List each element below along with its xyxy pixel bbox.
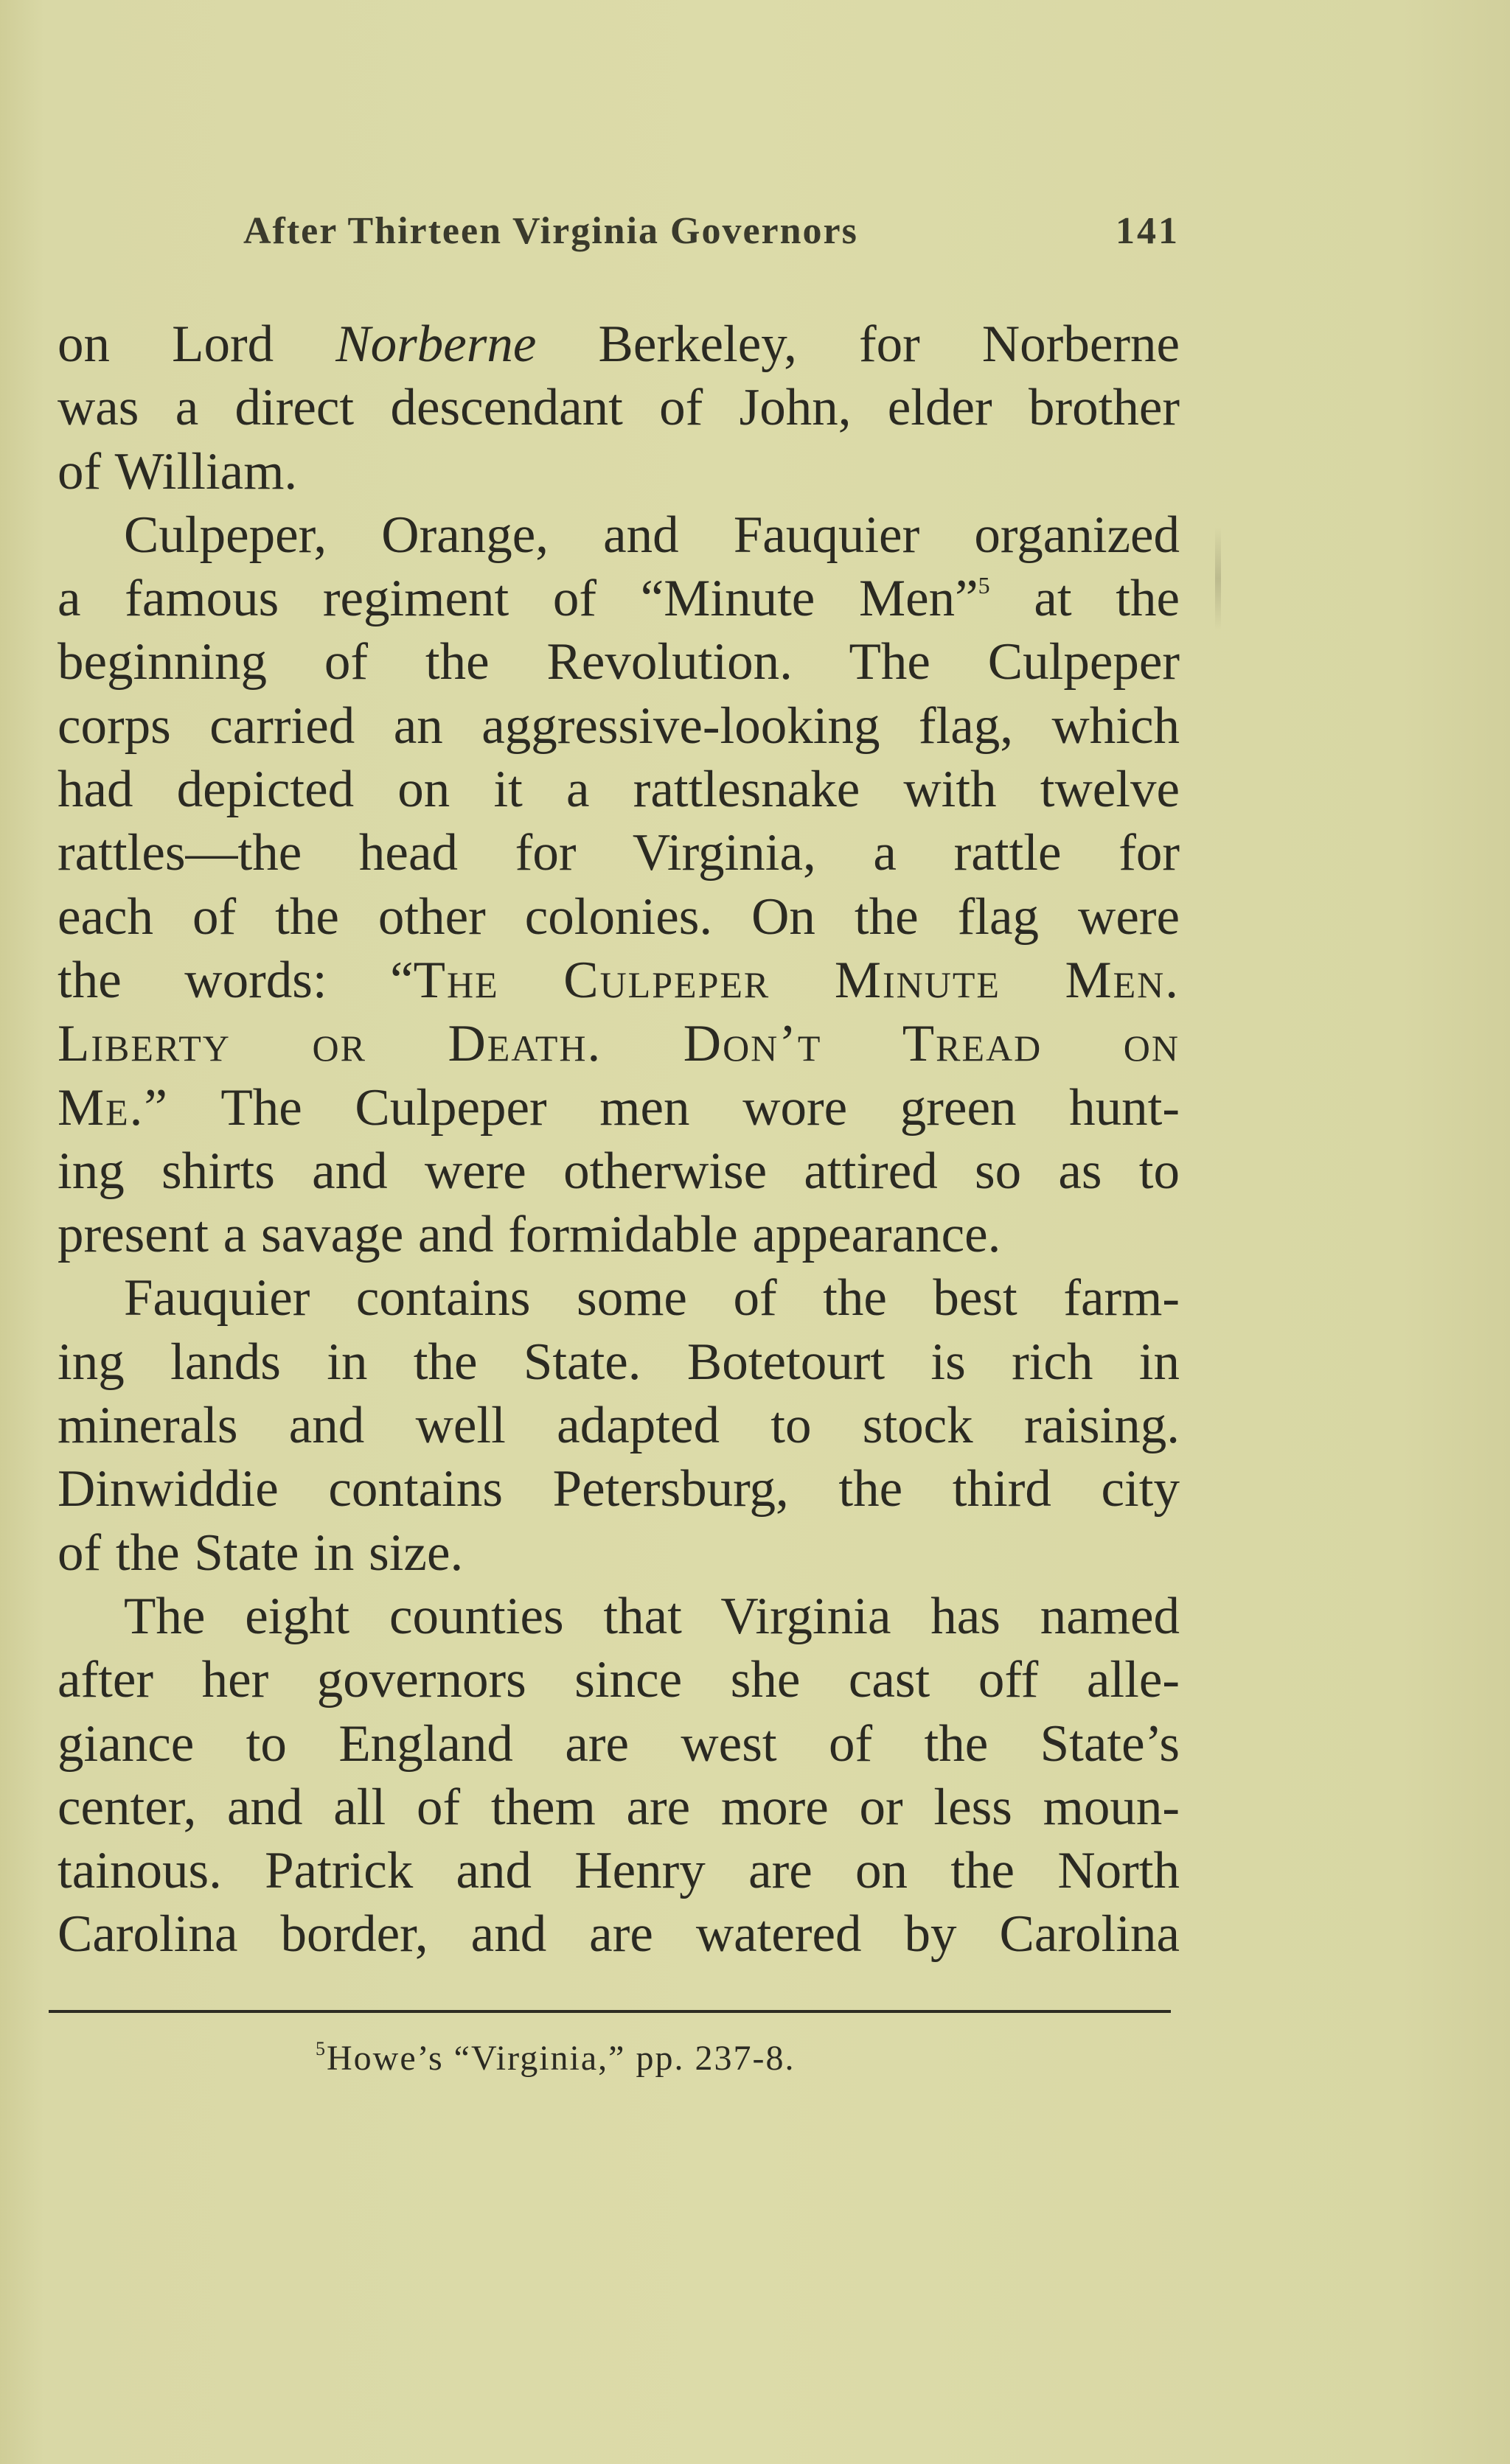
text-line: the words: “The Culpeper Minute Men. (58, 951, 1180, 1009)
running-head: After Thirteen Virginia Governors (243, 210, 858, 252)
text-line: rattles—the head for Virginia, a rattle for (58, 824, 1180, 882)
text-line: Culpeper, Orange, and Fauquier organized (124, 506, 1180, 564)
text-line: was a direct descendant of John, elder brother (58, 379, 1180, 437)
footnote-rule (49, 2010, 1171, 2013)
page-header (243, 209, 1180, 261)
footnote-text: Howe’s “Virginia,” pp. 237-8. (327, 2039, 796, 2078)
italic-name: Norberne (335, 315, 537, 373)
text-line: ing lands in the State. Botetourt is rich in (58, 1333, 1180, 1391)
text-line: on Lord Norberne Berkeley, for Norberne (58, 315, 1180, 373)
text-line: center, and all of them are more or less moun- (58, 1778, 1180, 1836)
flag-motto: Me.” (58, 1078, 169, 1137)
text-line: of William. (58, 442, 298, 500)
text-line: Fauquier contains some of the best farm- (124, 1269, 1180, 1327)
footnote (316, 2038, 795, 2079)
text-line: corps carried an aggressive-looking flag, which (58, 697, 1180, 755)
footnote-marker: 5 (316, 2038, 327, 2059)
body-text (58, 313, 1180, 1966)
text-line: had depicted on it a rattlesnake with twelve (58, 761, 1180, 819)
footnote-reference: 5 (978, 572, 990, 599)
flag-motto: The Culpeper Minute Men. (413, 951, 1180, 1009)
text-line: tainous. Patrick and Henry are on the North (58, 1842, 1180, 1900)
text-line: each of the other colonies. On the flag were (58, 887, 1180, 946)
text-line: a famous regiment of “Minute Men”$^5$ at the (58, 570, 1180, 628)
text-line: giance to England are west of the State’s (58, 1714, 1180, 1773)
flag-motto: Liberty or Death. Don’t Tread on (58, 1015, 1180, 1073)
text-line: of the State in size. (58, 1524, 464, 1582)
text-line: The eight counties that Virginia has named (124, 1587, 1180, 1645)
text-line: ing shirts and were otherwise attired so as to (58, 1142, 1180, 1200)
text-line: Carolina border, and are watered by Carolina (58, 1905, 1180, 1964)
margin-mark (1215, 527, 1221, 630)
text-line: Me.” The Culpeper men wore green hunt- (58, 1078, 1180, 1137)
text-line: minerals and well adapted to stock raising. (58, 1397, 1180, 1455)
text-line: Dinwiddie contains Petersburg, the third city (58, 1460, 1180, 1518)
text-line: beginning of the Revolution. The Culpeper (58, 633, 1180, 691)
text-line: present a savage and formidable appearance. (58, 1206, 1001, 1264)
text-line: after her governors since she cast off alle- (58, 1651, 1180, 1709)
page-number: 141 (1116, 210, 1180, 252)
